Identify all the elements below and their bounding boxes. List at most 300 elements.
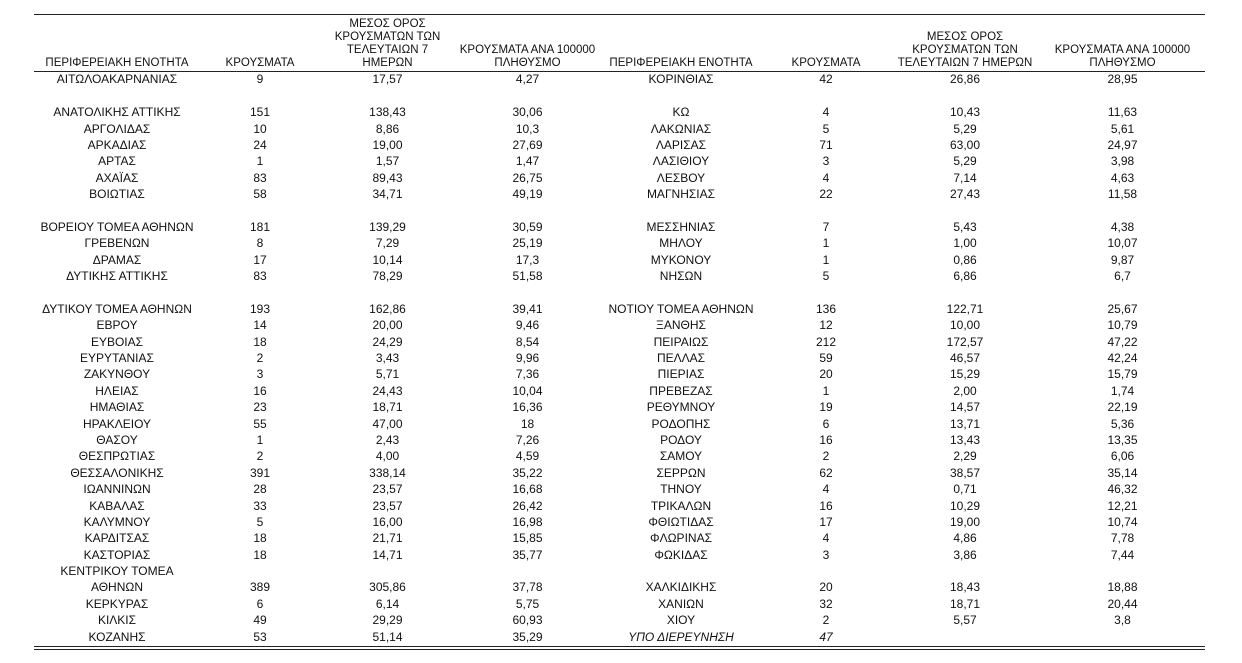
table-row: [34, 367, 1205, 383]
table-row: [34, 88, 1205, 104]
cell-cases-left: 58: [253, 187, 267, 202]
cell-region-right: ΝΗΣΩΝ: [659, 269, 703, 284]
cell-per100k-right: [1040, 564, 1205, 580]
cell-region-right: ΧΑΛΚΙΔΙΚΗΣ: [645, 580, 717, 595]
cell-region-left: [34, 285, 200, 301]
cell-avg7-left: 34,71: [372, 187, 403, 202]
cell-cases-right: 47: [819, 629, 833, 644]
table-row: [34, 613, 1205, 629]
cell-region-left: ΚΑΡΔΙΤΣΑΣ: [84, 531, 150, 546]
cell-region-right: ΣΕΡΡΩΝ: [656, 465, 706, 480]
cell-cases-right: 4: [822, 531, 830, 546]
cell-avg7-left: 23,57: [372, 482, 403, 497]
table-row: [34, 383, 1205, 399]
cell-avg7-right: 19,00: [949, 514, 981, 529]
cell-cases-right: 1: [822, 252, 830, 267]
cell-region-right: [600, 564, 762, 580]
cell-region-right: ΠΕΙΡΑΙΩΣ: [653, 334, 709, 349]
cell-cases-right: 16: [819, 432, 833, 447]
cell-avg7-left: 47,00: [372, 416, 403, 431]
cell-cases-left: 53: [253, 629, 267, 644]
cell-avg7-right: 4,86: [953, 531, 977, 546]
cell-avg7-right: 122,71: [946, 301, 984, 316]
cell-region-left: ΑΡΓΟΛΙΔΑΣ: [83, 121, 151, 136]
cell-cases-right: 136: [815, 301, 837, 316]
table-row: [34, 433, 1205, 449]
table-row: [34, 170, 1205, 186]
cell-region-right: ΛΕΣΒΟΥ: [656, 170, 706, 185]
cell-region-left: ΚΕΡΚΥΡΑΣ: [85, 596, 149, 611]
cell-region-left: ΘΕΣΠΡΩΤΙΑΣ: [78, 449, 156, 464]
cell-cases-left: 33: [253, 498, 267, 513]
table-body: [34, 72, 1205, 646]
cell-region-left: [34, 203, 200, 219]
cell-per100k-right: 10,74: [1107, 514, 1138, 529]
cell-cases-left: 28: [253, 482, 267, 497]
table-header: [34, 18, 1205, 72]
table-row: [34, 154, 1205, 170]
cell-per100k-left: 4,59: [515, 449, 540, 464]
cell-region-right: ΜΕΣΣΗΝΙΑΣ: [646, 219, 716, 234]
table-row: [34, 498, 1205, 514]
cell-cases-right: 3: [822, 154, 830, 169]
cell-per100k-right: 15,79: [1107, 367, 1138, 382]
cell-avg7-left: 162,86: [369, 301, 406, 316]
cell-region-left: ΗΡΑΚΛΕΙΟΥ: [82, 416, 152, 431]
cell-per100k-right: 1,74: [1110, 383, 1135, 398]
cell-cases-left: 181: [249, 219, 271, 234]
cell-cases-right: 62: [819, 465, 833, 480]
cell-region-left: ΒΟΙΩΤΙΑΣ: [89, 187, 145, 202]
table-row: [34, 580, 1205, 596]
cell-cases-left: 1: [256, 432, 264, 447]
cell-avg7-right: 6,86: [953, 269, 977, 284]
cell-per100k-right: 7,44: [1110, 547, 1135, 562]
cell-avg7-left: 4,00: [375, 449, 400, 464]
cell-cases-right: 2: [822, 613, 830, 628]
cell-avg7-right: [890, 203, 1040, 219]
table-row: [34, 449, 1205, 465]
cell-avg7-left: 24,29: [372, 334, 403, 349]
cell-region-right: ΦΩΚΙΔΑΣ: [654, 547, 708, 562]
cell-region-left: ΚΕΝΤΡΙΚΟΥ ΤΟΜΕΑ: [60, 564, 174, 579]
cell-region-left: ΔΥΤΙΚΗΣ ΑΤΤΙΚΗΣ: [66, 269, 168, 284]
cell-avg7-right: 5,43: [953, 219, 977, 234]
cell-per100k-left: 10,3: [515, 121, 540, 136]
cell-avg7-left: 138,43: [369, 105, 406, 120]
cell-region-left: ΕΥΡΥΤΑΝΙΑΣ: [80, 350, 154, 365]
header-avg7-left: ΜΕΣΟΣ ΟΡΟΣ ΚΡΟΥΣΜΑΤΩΝ ΤΩΝ ΤΕΛΕΥΤΑΙΩΝ 7 ΗΜΕΡΩΝ: [334, 18, 441, 69]
cell-avg7-right: [890, 564, 1040, 580]
cell-cases-left: 49: [253, 613, 267, 628]
cell-region-left: ΓΡΕΒΕΝΩΝ: [84, 236, 150, 251]
cell-avg7-left: 51,14: [372, 629, 403, 644]
cell-region-left: ΑΡΚΑΔΙΑΣ: [87, 137, 147, 152]
cell-cases-left: 2: [256, 449, 264, 464]
cell-cases-left: 3: [256, 367, 264, 382]
cell-avg7-right: 1,00: [953, 236, 977, 251]
cell-region-right: ΡΟΔΟΥ: [660, 432, 702, 447]
cell-region-left: ΒΟΡΕΙΟΥ ΤΟΜΕΑ ΑΘΗΝΩΝ: [40, 219, 194, 234]
cell-per100k-left: 25,19: [512, 236, 543, 251]
cell-cases-right: 12: [819, 318, 833, 333]
cell-avg7-left: 305,86: [369, 580, 406, 595]
cell-cases-right: 71: [819, 137, 833, 152]
table-row: [34, 72, 1205, 89]
cell-per100k-right: [1040, 629, 1205, 645]
cell-per100k-right: 25,67: [1107, 301, 1138, 316]
table-row: [34, 400, 1205, 416]
cell-avg7-right: 10,29: [949, 498, 981, 513]
cell-per100k-left: 18: [520, 416, 535, 431]
cell-per100k-right: [1040, 285, 1205, 301]
cell-cases-right: 20: [819, 580, 833, 595]
cell-region-right: ΠΙΕΡΙΑΣ: [657, 367, 705, 382]
cell-per100k-left: 7,36: [515, 367, 540, 382]
cell-per100k-left: 26,75: [512, 170, 543, 185]
cell-cases-right: [762, 285, 890, 301]
cell-cases-right: [762, 564, 890, 580]
cell-avg7-left: 16,00: [372, 514, 403, 529]
cell-region-right: ΝΟΤΙΟΥ ΤΟΜΕΑ ΑΘΗΝΩΝ: [608, 301, 754, 316]
cell-region-right: ΤΡΙΚΑΛΩΝ: [650, 498, 712, 513]
cell-region-right: [600, 88, 762, 104]
table-row: [34, 531, 1205, 547]
cell-per100k-left: 16,68: [512, 482, 543, 497]
table-row: [34, 220, 1205, 236]
cell-cases-left: 83: [253, 170, 267, 185]
cell-avg7-right: 38,57: [949, 465, 981, 480]
cell-per100k-left: 30,59: [512, 219, 543, 234]
cell-region-left: ΖΑΚΥΝΘΟΥ: [83, 367, 151, 382]
cell-cases-right: 32: [819, 596, 833, 611]
table-row: [34, 597, 1205, 613]
cell-per100k-right: 7,78: [1110, 531, 1135, 546]
cell-cases-left: 24: [253, 137, 267, 152]
cell-per100k-right: 10,07: [1107, 236, 1138, 251]
cell-per100k-right: 4,38: [1110, 219, 1135, 234]
cell-region-left: ΑΙΤΩΛΟΑΚΑΡΝΑΝΙΑΣ: [56, 72, 178, 87]
cell-avg7-left: 18,71: [372, 400, 403, 415]
table-row: [34, 515, 1205, 531]
cell-avg7-right: 3,86: [953, 547, 977, 562]
cell-cases-left: 18: [253, 531, 267, 546]
cell-per100k-right: 11,58: [1107, 187, 1138, 202]
table-row: [34, 105, 1205, 121]
table-row: [34, 334, 1205, 350]
cell-avg7-right: 0,71: [953, 482, 977, 497]
cell-cases-right: 20: [819, 367, 833, 382]
cell-avg7-left: 139,29: [369, 219, 406, 234]
cell-region-left: ΚΟΖΑΝΗΣ: [88, 629, 146, 644]
cell-per100k-left: 51,58: [512, 269, 543, 284]
cell-avg7-left: 10,14: [372, 252, 403, 267]
cell-per100k-left: 9,46: [515, 318, 540, 333]
cell-cases-right: 212: [815, 334, 837, 349]
table-row: [34, 187, 1205, 203]
cell-region-left: ΑΧΑΪΑΣ: [95, 170, 139, 185]
cell-region-left: ΙΩΑΝΝΙΝΩΝ: [83, 482, 151, 497]
cell-avg7-right: 63,00: [949, 137, 981, 152]
cell-per100k-right: 9,87: [1110, 252, 1135, 267]
cell-avg7-left: 89,43: [372, 170, 403, 185]
cell-per100k-right: 28,95: [1107, 72, 1138, 87]
cell-per100k-right: 46,32: [1107, 482, 1138, 497]
cell-region-left: ΗΜΑΘΙΑΣ: [89, 400, 145, 415]
cell-avg7-right: 7,14: [953, 170, 977, 185]
cell-per100k-right: [1040, 88, 1205, 104]
table-row: [34, 121, 1205, 137]
cell-per100k-right: 24,97: [1107, 137, 1138, 152]
cell-region-right: ΧΑΝΙΩΝ: [658, 596, 704, 611]
cell-per100k-right: 22,19: [1107, 400, 1138, 415]
cell-per100k-left: 60,93: [512, 613, 543, 628]
cell-per100k-left: 16,36: [512, 400, 543, 415]
cell-avg7-left: 2,43: [375, 432, 400, 447]
cell-cases-left: 16: [253, 383, 267, 398]
cell-per100k-left: [455, 285, 600, 301]
cell-avg7-left: [320, 564, 455, 580]
cell-per100k-right: 42,24: [1107, 350, 1138, 365]
cell-per100k-right: 35,14: [1107, 465, 1138, 480]
cell-avg7-left: [320, 285, 455, 301]
cell-avg7-right: 2,00: [953, 383, 977, 398]
header-region-left: ΠΕΡΙΦΕΡΕΙΑΚΗ ΕΝΟΤΗΤΑ: [45, 57, 189, 69]
cell-region-left: ΚΑΛΥΜΝΟΥ: [83, 514, 151, 529]
cell-avg7-left: 6,14: [375, 596, 400, 611]
cell-cases-right: 1: [822, 383, 830, 398]
cell-region-right: ΦΘΙΩΤΙΔΑΣ: [648, 514, 714, 529]
cell-per100k-right: 3,98: [1110, 154, 1135, 169]
cell-avg7-left: 338,14: [369, 465, 406, 480]
cell-per100k-right: 20,44: [1107, 596, 1138, 611]
cell-cases-left: 23: [253, 400, 267, 415]
cell-per100k-left: 5,75: [515, 596, 540, 611]
cell-cases-left: 6: [256, 596, 264, 611]
cell-avg7-left: 8,86: [375, 121, 400, 136]
cell-avg7-left: 29,29: [372, 613, 403, 628]
cell-cases-left: [200, 285, 320, 301]
cell-cases-left: 1: [256, 154, 264, 169]
cell-region-right: ΠΡΕΒΕΖΑΣ: [649, 383, 713, 398]
cell-region-left: ΑΘΗΝΩΝ: [90, 580, 144, 595]
cell-per100k-right: 11,63: [1107, 105, 1138, 120]
cell-avg7-left: [320, 203, 455, 219]
header-cases-left: ΚΡΟΥΣΜΑΤΑ: [225, 57, 295, 69]
cell-per100k-right: 5,36: [1110, 416, 1135, 431]
cell-region-right: ΞΑΝΘΗΣ: [656, 318, 706, 333]
cell-region-left: ΑΡΤΑΣ: [98, 154, 136, 169]
cell-per100k-right: [1040, 203, 1205, 219]
cell-cases-right: 59: [819, 350, 833, 365]
cell-avg7-right: 5,29: [953, 121, 977, 136]
cell-region-right: ΠΕΛΛΑΣ: [656, 350, 706, 365]
cell-cases-left: 151: [249, 105, 271, 120]
cell-per100k-left: 15,85: [512, 531, 543, 546]
cell-cases-right: 4: [822, 482, 830, 497]
cell-per100k-left: 9,96: [515, 350, 540, 365]
table-row: [34, 318, 1205, 334]
header-cases-right: ΚΡΟΥΣΜΑΤΑ: [791, 57, 861, 69]
cell-per100k-left: [455, 203, 600, 219]
cell-cases-left: 83: [253, 269, 267, 284]
table-row: [34, 416, 1205, 432]
cell-cases-left: 10: [253, 121, 267, 136]
cell-avg7-right: 15,29: [949, 367, 981, 382]
cell-region-left: ΘΕΣΣΑΛΟΝΙΚΗΣ: [70, 465, 164, 480]
cell-region-right: ΜΗΛΟΥ: [659, 236, 703, 251]
cell-avg7-left: 3,43: [375, 350, 400, 365]
cell-cases-left: 55: [253, 416, 267, 431]
cell-per100k-left: 35,22: [512, 465, 543, 480]
table-row: [34, 629, 1205, 645]
cell-avg7-left: 17,57: [372, 72, 403, 87]
cell-cases-right: 4: [822, 105, 830, 120]
cell-per100k-left: 16,98: [512, 514, 543, 529]
cases-table: [34, 18, 1205, 646]
table-row: [34, 236, 1205, 252]
cell-region-left: ΕΒΡΟΥ: [96, 318, 138, 333]
cell-cases-right: 6: [822, 416, 830, 431]
cell-per100k-right: 4,63: [1110, 170, 1135, 185]
cell-cases-left: 9: [256, 72, 264, 87]
cell-per100k-right: 6,06: [1110, 449, 1135, 464]
table-top-rule: [34, 14, 1205, 15]
cell-per100k-left: 30,06: [512, 105, 543, 120]
cell-per100k-left: 27,69: [512, 137, 543, 152]
cell-avg7-right: 10,43: [949, 105, 981, 120]
cell-per100k-right: 10,79: [1107, 318, 1138, 333]
cell-avg7-right: 13,71: [949, 416, 981, 431]
cell-avg7-right: 0,86: [953, 252, 977, 267]
table-row: [34, 285, 1205, 301]
cell-avg7-right: 46,57: [949, 350, 981, 365]
cell-cases-right: 19: [819, 400, 833, 415]
cell-per100k-right: 5,61: [1110, 121, 1135, 136]
cell-region-left: ΚΑΒΑΛΑΣ: [89, 498, 145, 513]
cell-per100k-right: 18,88: [1107, 580, 1138, 595]
cell-avg7-right: 18,71: [949, 596, 981, 611]
cell-avg7-right: 5,57: [953, 613, 977, 628]
cell-avg7-right: [890, 88, 1040, 104]
cell-region-left: ΔΡΑΜΑΣ: [92, 252, 142, 267]
table-row: [34, 203, 1205, 219]
cell-region-right: ΛΑΣΙΘΙΟΥ: [652, 154, 710, 169]
cell-per100k-left: 17,3: [515, 252, 540, 267]
cell-avg7-right: [890, 629, 1040, 645]
cell-region-right: ΜΑΓΝΗΣΙΑΣ: [646, 187, 716, 202]
cell-cases-right: 5: [822, 121, 830, 136]
cell-per100k-left: 26,42: [512, 498, 543, 513]
cell-cases-left: [200, 88, 320, 104]
cell-per100k-left: 37,78: [512, 580, 543, 595]
cell-region-right: ΛΑΡΙΣΑΣ: [655, 137, 707, 152]
cell-avg7-left: 19,00: [372, 137, 403, 152]
cell-per100k-left: 7,26: [515, 432, 540, 447]
cell-per100k-left: [455, 564, 600, 580]
table-bottom-rule: [34, 646, 1205, 647]
cell-cases-left: [200, 564, 320, 580]
cell-per100k-left: 49,19: [512, 187, 543, 202]
cell-region-right: ΚΟΡΙΝΘΙΑΣ: [648, 72, 714, 87]
cell-cases-right: 42: [819, 72, 833, 87]
header-avg7-right: ΜΕΣΟΣ ΟΡΟΣ ΚΡΟΥΣΜΑΤΩΝ ΤΩΝ ΤΕΛΕΥΤΑΙΩΝ 7 ΗΜΕΡΩΝ: [897, 31, 1033, 69]
cell-cases-right: 2: [822, 449, 830, 464]
cell-cases-right: 7: [822, 219, 830, 234]
cell-region-left: ΗΛΕΙΑΣ: [95, 383, 139, 398]
cell-avg7-left: [320, 88, 455, 104]
cell-avg7-left: 23,57: [372, 498, 403, 513]
cell-cases-left: 8: [256, 236, 264, 251]
cell-region-right: [600, 285, 762, 301]
cell-cases-right: 5: [822, 269, 830, 284]
cell-avg7-right: 27,43: [949, 187, 981, 202]
cell-cases-left: 2: [256, 350, 264, 365]
cell-per100k-right: 12,21: [1107, 498, 1138, 513]
cell-cases-right: 3: [822, 547, 830, 562]
cell-region-left: ΕΥΒΟΙΑΣ: [90, 334, 144, 349]
cell-region-left: ΚΑΣΤΟΡΙΑΣ: [83, 547, 151, 562]
cell-avg7-right: 26,86: [949, 72, 981, 87]
cell-cases-left: 389: [249, 580, 271, 595]
cell-avg7-right: 172,57: [946, 334, 984, 349]
table-row: [34, 564, 1205, 580]
cell-avg7-right: 2,29: [953, 449, 977, 464]
cell-region-right: ΧΙΟΥ: [666, 613, 696, 628]
cell-per100k-left: 10,04: [512, 383, 543, 398]
cell-cases-left: 17: [253, 252, 267, 267]
table-row: [34, 351, 1205, 367]
cell-region-right: [600, 203, 762, 219]
cell-region-left: ΑΝΑΤΟΛΙΚΗΣ ΑΤΤΙΚΗΣ: [53, 105, 181, 120]
cell-per100k-left: 4,27: [515, 72, 540, 87]
cell-cases-right: 17: [819, 514, 833, 529]
table-row: [34, 138, 1205, 154]
cell-avg7-left: 7,29: [375, 236, 400, 251]
cell-cases-left: 14: [253, 318, 267, 333]
cell-per100k-left: 8,54: [515, 334, 540, 349]
table-row: [34, 252, 1205, 268]
header-per100k-left: ΚΡΟΥΣΜΑΤΑ ΑΝΑ 100000 ΠΛΗΘΥΣΜΟ: [459, 44, 596, 69]
cell-region-left: ΚΙΛΚΙΣ: [97, 613, 137, 628]
table-row: [34, 547, 1205, 563]
cell-cases-left: 391: [249, 465, 271, 480]
table-bottom-rule-double: [34, 649, 1205, 650]
cell-per100k-left: 35,77: [512, 547, 543, 562]
cell-avg7-left: 20,00: [372, 318, 403, 333]
cell-region-left: [34, 88, 200, 104]
cell-avg7-left: 1,57: [375, 154, 400, 169]
cell-avg7-left: 21,71: [372, 531, 403, 546]
cell-avg7-left: 14,71: [372, 547, 403, 562]
cell-region-left: ΔΥΤΙΚΟΥ ΤΟΜΕΑ ΑΘΗΝΩΝ: [42, 301, 192, 316]
cell-region-right: ΡΕΘΥΜΝΟΥ: [646, 400, 716, 415]
cell-avg7-right: 5,29: [953, 154, 977, 169]
cell-region-left: ΘΑΣΟΥ: [96, 432, 138, 447]
cell-cases-left: [200, 203, 320, 219]
table-row: [34, 301, 1205, 317]
cell-avg7-right: [890, 285, 1040, 301]
cell-cases-right: 16: [819, 498, 833, 513]
cell-per100k-right: 3,8: [1114, 613, 1131, 628]
cell-per100k-left: 35,29: [512, 629, 543, 644]
cell-cases-left: 193: [249, 301, 271, 316]
cell-cases-left: 18: [253, 547, 267, 562]
cell-region-right: ΤΗΝΟΥ: [660, 482, 702, 497]
cell-cases-right: 4: [822, 170, 830, 185]
cell-region-right: ΥΠΟ ΔΙΕΡΕΥΝΗΣΗ: [628, 629, 734, 644]
cell-avg7-right: 18,43: [949, 580, 981, 595]
